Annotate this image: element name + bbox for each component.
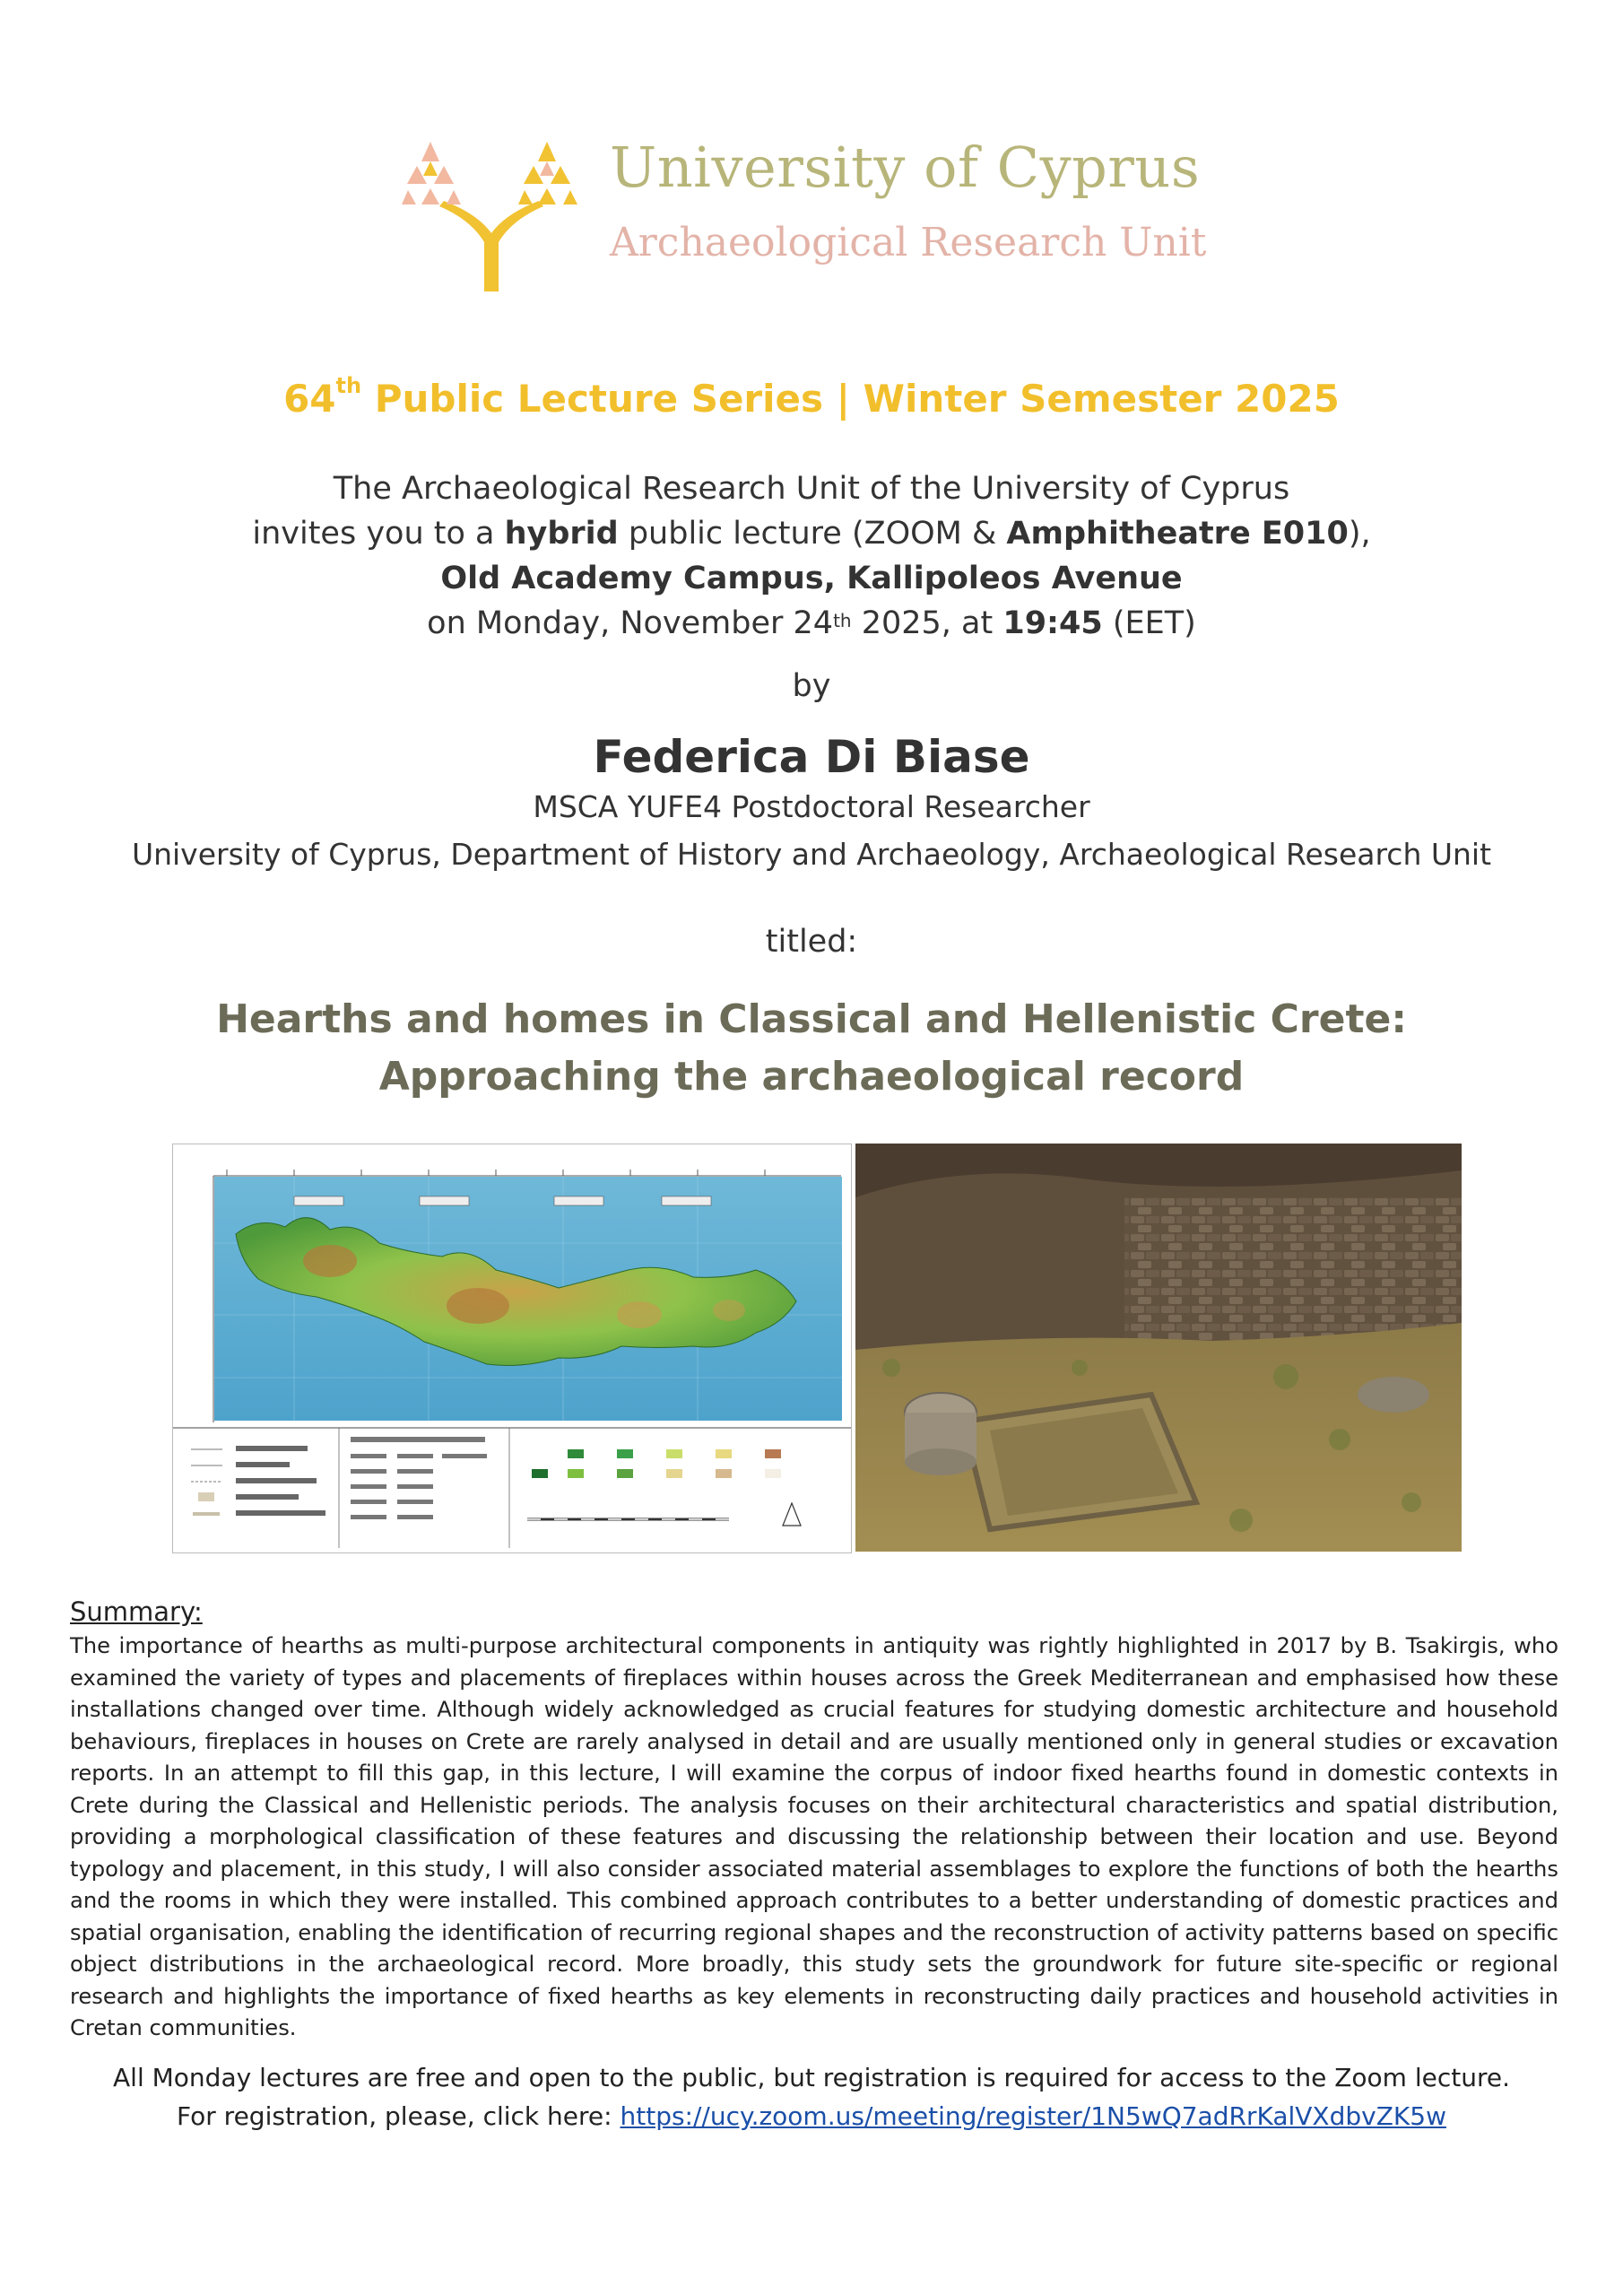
series-rest: Public Lecture Series | Winter Semester 2025 (361, 377, 1340, 421)
invitation-location (0, 556, 1623, 601)
speaker-role: MSCA YUFE4 Postdoctoral Researcher (533, 789, 1090, 824)
summary-text: The importance of hearths as multi-purpose architectural components in antiquity was rightly highlighted in 2017 by B. Tsakirgis, who examined the variety of types and placements of fireplaces within houses across the Greek Mediterranean and emphasised how these installations changed over time. Although widely acknowledged as crucial features for studying domestic architecture and household behaviours, fireplaces in houses on Crete are rarely analysed in detail and are usually mentioned only in general studies or excavation reports. In an attempt to fill this gap, in this lecture, I will examine the corpus of indoor fixed hearths found in domestic contexts in Crete during the Classical and Hellenistic periods. The analysis focuses on their architectural characteristics and spatial distribution, providing a morphological classification of these features and discussing the relationship between their location and use. Beyond typology and placement, in this study, I will also consider associated material assemblages to explore the functions of both the hearths and the rooms in which they were installed. This combined approach contributes to a better understanding of domestic practices and spatial organisation, enabling the identification of recurring regional shapes and the reconstruction of activity patterns based on specific object distributions in the archaeological record. More broadly, this study sets the groundwork for future site-specific or regional research and highlights the importance of fixed hearths as key elements in reconstructing daily practices and household activities in Cretan communities. (70, 1633, 1558, 2040)
series-ordinal: th (335, 373, 362, 398)
talk-title-line-1: Hearths and homes in Classical and Hellenistic Crete: (216, 996, 1407, 1042)
talk-title (0, 991, 1623, 1106)
invitation-hybrid: hybrid (504, 516, 619, 552)
invitation-text: public lecture (ZOOM & (618, 516, 1007, 552)
speaker-affiliation: University of Cyprus, Department of History and Archaeology, Archaeological Research Unit (131, 837, 1492, 872)
summary-heading: Summary: (70, 1596, 203, 1627)
invitation-date (0, 601, 1623, 646)
invitation-text: ), (1348, 516, 1371, 552)
university-name: University of Cyprus (610, 135, 1201, 200)
crete-map-image (172, 1144, 852, 1553)
lecture-series-heading (0, 373, 1623, 421)
invitation-text: 2025, at (851, 605, 1003, 641)
invitation-venue: Amphitheatre E010 (1006, 516, 1349, 552)
registration-line (0, 2101, 1623, 2131)
research-unit-name: Archaeological Research Unit (610, 220, 1207, 265)
hearth-excavation-photo-image (855, 1144, 1462, 1552)
registration-prefix: For registration, please, click here: (177, 2101, 621, 2131)
invitation-ordinal: th (833, 610, 852, 631)
speaker-name: Federica Di Biase (593, 731, 1030, 783)
titled-label: titled: (765, 924, 858, 960)
invitation-time: 19:45 (1002, 605, 1103, 641)
invitation-block (0, 466, 1623, 646)
talk-title-line-2: Approaching the archaeological record (378, 1054, 1245, 1100)
invitation-text: invites you to a (252, 516, 505, 552)
invitation-text: (EET) (1102, 605, 1196, 641)
cypress-tree-logo-icon (395, 135, 592, 296)
registration-link[interactable]: https://ucy.zoom.us/meeting/register/1N5wQ7adRrKalVXdbvZK5w (620, 2101, 1446, 2131)
series-number: 64 (283, 377, 336, 421)
by-label: by (792, 668, 831, 704)
invitation-campus: Old Academy Campus, Kallipoleos Avenue (440, 561, 1183, 596)
invitation-line-1: The Archaeological Research Unit of the University of Cyprus (333, 471, 1290, 507)
footer-note: All Monday lectures are free and open to the public, but registration is required for access to the Zoom lecture. (113, 2063, 1510, 2092)
invitation-text: on Monday, November 24 (427, 605, 834, 641)
invitation-line-2 (0, 511, 1623, 556)
